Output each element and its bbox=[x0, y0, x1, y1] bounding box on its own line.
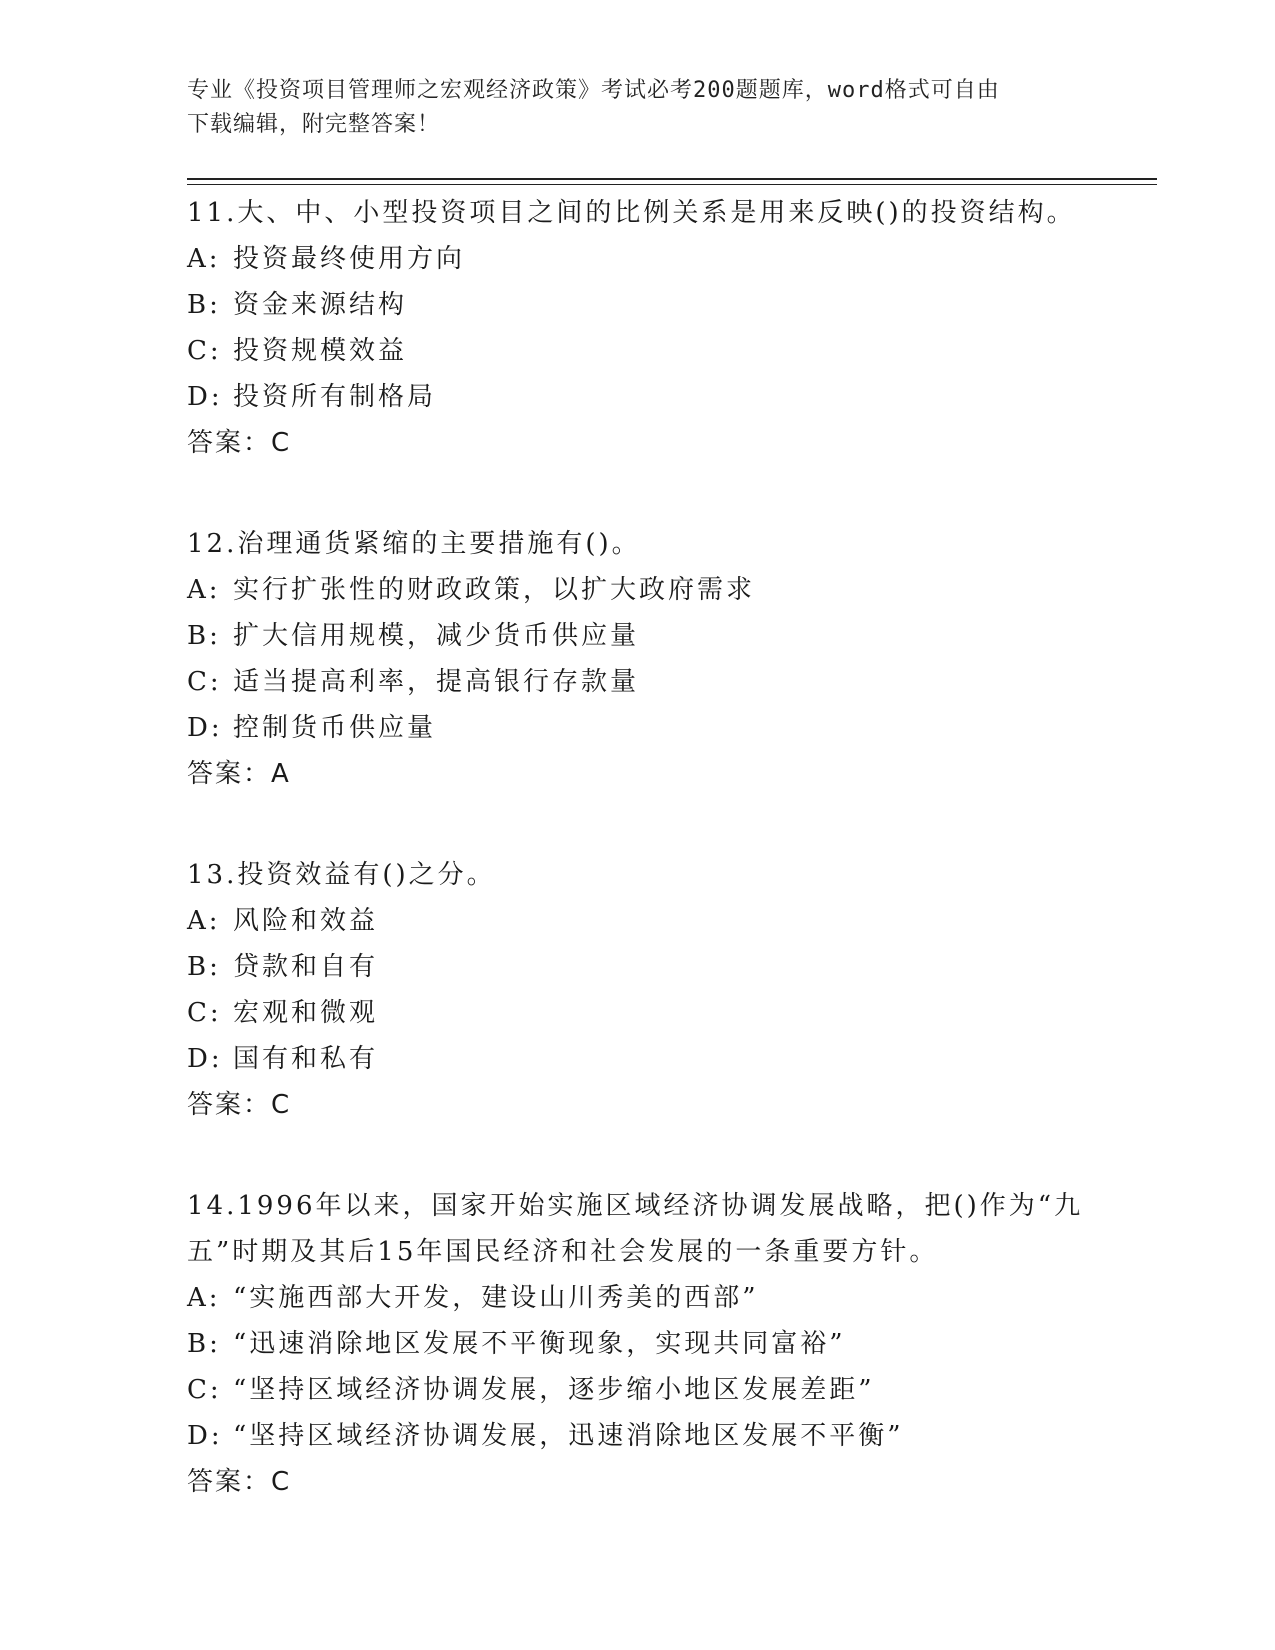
option-c bbox=[187, 1367, 1137, 1413]
option-letter: B: bbox=[187, 1329, 221, 1359]
option-text: 适当提高利率，提高银行存款量 bbox=[233, 667, 640, 697]
option-letter: C: bbox=[187, 998, 222, 1028]
option-d bbox=[187, 1036, 1137, 1082]
option-letter: A: bbox=[187, 906, 221, 936]
option-text: “坚持区域经济协调发展，迅速消除地区发展不平衡” bbox=[233, 1421, 904, 1451]
question-stem: 13.投资效益有()之分。 bbox=[187, 860, 496, 890]
option-text: 扩大信用规模，减少货币供应量 bbox=[233, 621, 640, 651]
option-d bbox=[187, 1413, 1137, 1459]
option-b bbox=[187, 282, 1137, 328]
option-a bbox=[187, 898, 1137, 944]
question-12 bbox=[187, 521, 1137, 797]
question-13 bbox=[187, 852, 1137, 1128]
option-letter: A: bbox=[187, 244, 221, 274]
question-list bbox=[187, 190, 1137, 1560]
option-b bbox=[187, 944, 1137, 990]
answer-line: 答案：C bbox=[187, 1090, 292, 1120]
option-text: 资金来源结构 bbox=[233, 290, 408, 320]
option-d bbox=[187, 705, 1137, 751]
question-stem: 11.大、中、小型投资项目之间的比例关系是用来反映()的投资结构。 bbox=[187, 198, 1076, 228]
question-11 bbox=[187, 190, 1137, 466]
question-stem: 12.治理通货紧缩的主要措施有()。 bbox=[187, 529, 641, 559]
option-text: 国有和私有 bbox=[233, 1044, 379, 1074]
option-letter: C: bbox=[187, 667, 222, 697]
option-letter: D: bbox=[187, 1421, 223, 1451]
option-text: 实行扩张性的财政政策，以扩大政府需求 bbox=[233, 575, 756, 605]
option-text: 投资规模效益 bbox=[233, 336, 408, 366]
option-text: “坚持区域经济协调发展，逐步缩小地区发展差距” bbox=[233, 1375, 875, 1405]
option-c bbox=[187, 659, 1137, 705]
option-b bbox=[187, 1321, 1137, 1367]
question-stem-line-1: 14.1996年以来，国家开始实施区域经济协调发展战略，把()作为“九 bbox=[187, 1191, 1084, 1221]
option-letter: C: bbox=[187, 336, 222, 366]
document-header bbox=[187, 74, 1087, 142]
option-text: 投资最终使用方向 bbox=[233, 244, 466, 274]
answer-line: 答案：C bbox=[187, 428, 292, 458]
option-a bbox=[187, 567, 1137, 613]
option-letter: B: bbox=[187, 290, 221, 320]
option-letter: A: bbox=[187, 575, 221, 605]
option-c bbox=[187, 328, 1137, 374]
header-line-1: 专业《投资项目管理师之宏观经济政策》考试必考200题题库，word格式可自由 bbox=[187, 78, 1000, 103]
option-text: 控制货币供应量 bbox=[233, 713, 437, 743]
option-text: “实施西部大开发，建设山川秀美的西部” bbox=[233, 1283, 759, 1313]
option-text: 贷款和自有 bbox=[233, 952, 379, 982]
answer-line: 答案：C bbox=[187, 1467, 292, 1497]
option-letter: D: bbox=[187, 1044, 223, 1074]
option-text: 投资所有制格局 bbox=[233, 382, 437, 412]
question-stem-line-2: 五”时期及其后15年国民经济和社会发展的一条重要方针。 bbox=[187, 1237, 939, 1267]
option-c bbox=[187, 990, 1137, 1036]
option-letter: D: bbox=[187, 713, 223, 743]
option-text: 宏观和微观 bbox=[233, 998, 379, 1028]
header-divider-thin bbox=[187, 184, 1157, 185]
option-a bbox=[187, 1275, 1137, 1321]
answer-line: 答案：A bbox=[187, 759, 291, 789]
option-letter: B: bbox=[187, 621, 221, 651]
option-b bbox=[187, 613, 1137, 659]
option-letter: D: bbox=[187, 382, 223, 412]
option-letter: A: bbox=[187, 1283, 221, 1313]
option-d bbox=[187, 374, 1137, 420]
option-a bbox=[187, 236, 1137, 282]
option-letter: B: bbox=[187, 952, 221, 982]
option-text: “迅速消除地区发展不平衡现象，实现共同富裕” bbox=[233, 1329, 846, 1359]
header-line-2: 下载编辑，附完整答案！ bbox=[187, 112, 441, 137]
option-text: 风险和效益 bbox=[233, 906, 379, 936]
question-14 bbox=[187, 1183, 1137, 1505]
header-divider-thick bbox=[187, 178, 1157, 180]
option-letter: C: bbox=[187, 1375, 222, 1405]
